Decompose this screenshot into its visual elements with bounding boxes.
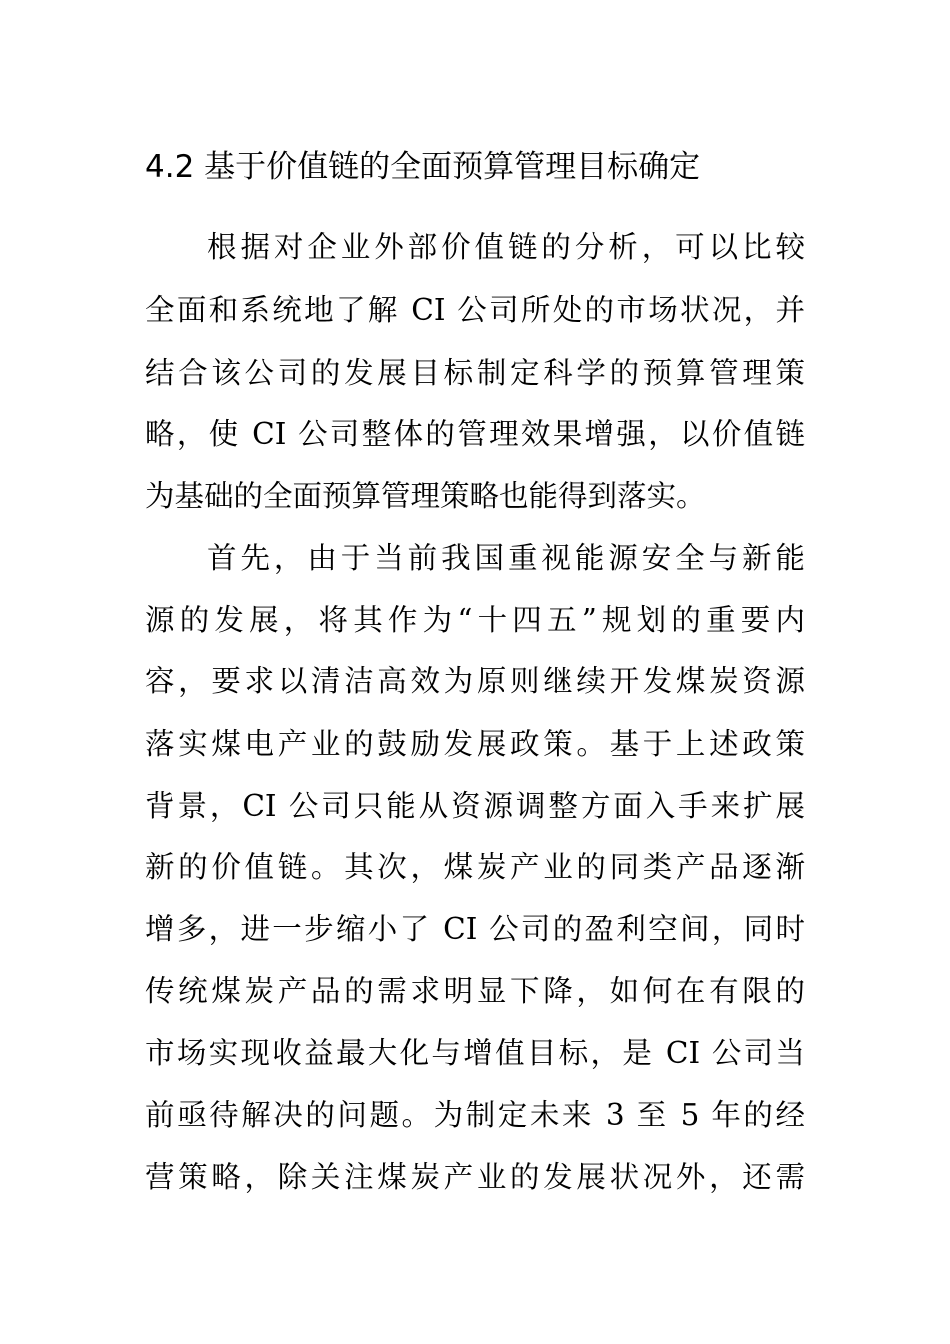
paragraph-1-line-4: 略，使 CI 公司整体的管理效果增强，以价值链 (145, 417, 805, 451)
paragraph-2-line-4: 落实煤电产业的鼓励发展政策。基于上述政策 (145, 727, 805, 761)
paragraph-1-line-2: 全面和系统地了解 CI 公司所处的市场状况，并 (145, 293, 805, 327)
paragraph-2-line-1: 首先，由于当前我国重视能源安全与新能 (207, 541, 805, 575)
paragraph-2-line-5: 背景，CI 公司只能从资源调整方面入手来扩展 (145, 789, 805, 823)
paragraph-2-line-6: 新的价值链。其次，煤炭产业的同类产品逐渐 (145, 850, 805, 884)
paragraph-2-line-9: 市场实现收益最大化与增值目标，是 CI 公司当 (145, 1036, 805, 1070)
paragraph-1-line-1: 根据对企业外部价值链的分析，可以比较 (207, 230, 805, 264)
paragraph-2-line-2: 源的发展，将其作为“十四五”规划的重要内 (145, 603, 805, 637)
paragraph-2-line-10: 前亟待解决的问题。为制定未来 3 至 5 年的经 (145, 1098, 805, 1132)
paragraph-1-line-5: 为基础的全面预算管理策略也能得到落实。 (145, 479, 706, 513)
paragraph-2-line-3: 容，要求以清洁高效为原则继续开发煤炭资源 (145, 664, 805, 698)
paragraph-2-line-8: 传统煤炭产品的需求明显下降，如何在有限的 (145, 974, 805, 1008)
paragraph-1-line-3: 结合该公司的发展目标制定科学的预算管理策 (145, 356, 805, 390)
paragraph-2-line-7: 增多，进一步缩小了 CI 公司的盈利空间，同时 (145, 912, 805, 946)
paragraph-2-line-11: 营策略，除关注煤炭产业的发展状况外，还需 (145, 1160, 805, 1194)
section-heading: 4.2 基于价值链的全面预算管理目标确定 (145, 149, 701, 185)
